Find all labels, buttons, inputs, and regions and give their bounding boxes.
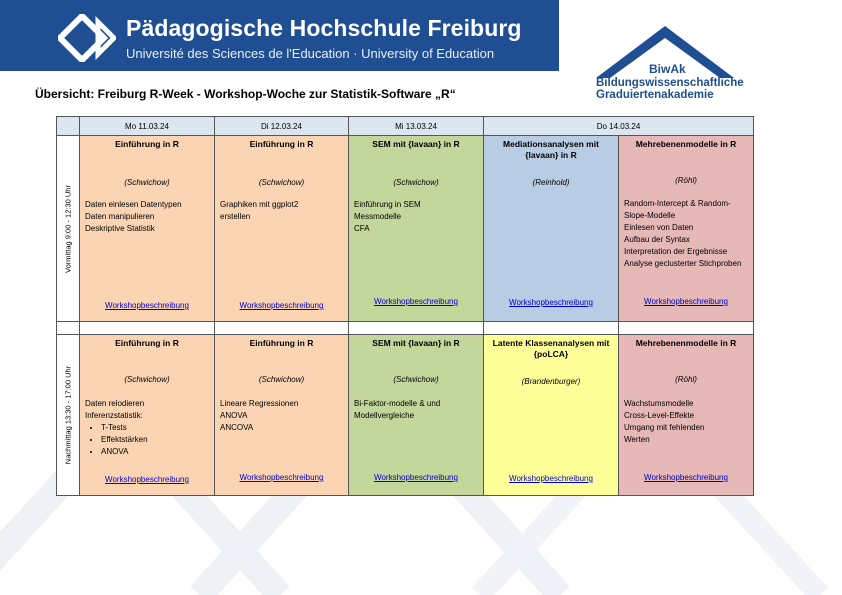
biwak-abbreviation: BiwAk (649, 62, 686, 76)
slot-content (624, 398, 750, 446)
spacer-cell (483, 321, 619, 335)
content-line: Bi-Faktor-modelle & und (354, 399, 441, 408)
slot-do-morning-2 (618, 135, 754, 322)
workshop-description-link[interactable]: Workshopbeschreibung (105, 301, 189, 310)
content-line: Daten einlesen Datentypen (85, 200, 182, 209)
slot-instructor: (Schwichow) (393, 178, 439, 187)
time-label-morning (56, 135, 80, 322)
header-corner-cell (56, 116, 80, 136)
slot-di-morning (214, 135, 349, 322)
workshop-description-link[interactable]: Workshopbeschreibung (644, 297, 728, 306)
bullet-item: • ANOVA (101, 446, 211, 458)
time-label-afternoon-text: Nachmittag 13:30 - 17:00 Uhr (63, 365, 73, 465)
content-line: erstellen (220, 212, 251, 221)
ph-freiburg-diamond-logo-icon (58, 14, 116, 62)
slot-mo-afternoon (79, 334, 215, 496)
workshop-description-link[interactable]: Workshopbeschreibung (374, 297, 458, 306)
slot-title: SEM mit {lavaan} in R (372, 338, 460, 348)
workshop-description-link[interactable]: Workshopbeschreibung (509, 298, 593, 307)
slot-content (354, 398, 480, 422)
slot-content (85, 398, 211, 458)
slot-do-afternoon-2 (618, 334, 754, 496)
content-line: Modellvergleiche (354, 411, 415, 420)
biwak-name-line2: Graduiertenakademie (596, 89, 714, 101)
content-line: Wachstumsmodelle (624, 399, 694, 408)
day-header-di: Di 12.03.24 (214, 116, 349, 136)
biwak-name-line1: Bildungswissenschaftliche (596, 77, 744, 89)
slot-content (85, 199, 211, 235)
time-label-morning-text: Vormittag 9:00 - 12:30 Uhr (63, 184, 73, 273)
content-line: Inferenzstatistik: (85, 411, 143, 420)
slot-instructor: (Schwichow) (124, 375, 170, 384)
spacer-cell (214, 321, 349, 335)
content-line: Aufbau der Syntax (624, 235, 690, 244)
workshop-description-link[interactable]: Workshopbeschreibung (374, 473, 458, 482)
slot-instructor: (Röhl) (675, 375, 697, 384)
content-line: Graphiken mit ggplot2 (220, 200, 299, 209)
slot-title: Einführung in R (115, 139, 179, 149)
day-header-mi: Mi 13.03.24 (348, 116, 484, 136)
content-line: Lineare Regressionen (220, 399, 299, 408)
spacer-cell (618, 321, 754, 335)
slot-title: Mediationsanalysen mit {lavaan} in R (503, 139, 599, 160)
content-line: CFA (354, 224, 370, 233)
slot-instructor: (Schwichow) (124, 178, 170, 187)
workshop-description-link[interactable]: Workshopbeschreibung (239, 473, 324, 482)
slot-do-morning-1 (483, 135, 619, 322)
content-line: Daten relodieren (85, 399, 145, 408)
workshop-description-link[interactable]: Workshopbeschreibung (105, 475, 189, 484)
slot-instructor: (Brandenburger) (521, 377, 581, 386)
slot-title: Mehrebenenmodelle in R (635, 338, 737, 348)
university-subtitle: Université des Sciences de l'Education · University of Education (126, 46, 495, 61)
bullet-item: • T-Tests (101, 422, 211, 434)
slot-instructor: (Reinhold) (532, 178, 570, 187)
bullet-item: • Effektstärken (101, 434, 211, 446)
content-line: ANOVA (220, 411, 248, 420)
slot-content (354, 199, 480, 235)
content-line: Umgang mit fehlenden (624, 423, 705, 432)
slot-title: Latente Klassenanalysen mit {poLCA} (492, 338, 610, 359)
slot-di-afternoon (214, 334, 349, 496)
slot-mi-afternoon (348, 334, 484, 496)
content-line: Deskriptive Statistik (85, 224, 155, 233)
slot-mo-morning (79, 135, 215, 322)
spacer-cell (348, 321, 484, 335)
content-line: Random-Intercept & Random-Slope-Modelle (624, 199, 731, 220)
content-line: Cross-Level-Effekte (624, 411, 695, 420)
content-line: ANCOVA (220, 423, 254, 432)
slot-title: Einführung in R (115, 338, 179, 348)
content-line: Interpretation der Ergebnisse (624, 247, 728, 256)
spacer-cell (79, 321, 215, 335)
workshop-description-link[interactable]: Workshopbeschreibung (509, 474, 593, 483)
slot-title: SEM mit {lavaan} in R (372, 139, 460, 149)
bullet-list (85, 422, 211, 458)
spacer-cell (56, 321, 80, 335)
workshop-description-link[interactable]: Workshopbeschreibung (644, 473, 728, 482)
content-line: Einführung in SEM (354, 200, 421, 209)
slot-title: Einführung in R (249, 338, 314, 348)
slot-instructor: (Schwichow) (393, 375, 439, 384)
content-line: Messmodelle (354, 212, 402, 221)
content-line: Analyse geclusterter Stichproben (624, 259, 742, 268)
time-label-afternoon (56, 334, 80, 496)
slot-content (220, 199, 345, 223)
slot-instructor: (Röhl) (675, 176, 697, 185)
slot-content (220, 398, 345, 434)
slot-instructor: (Schwichow) (258, 178, 305, 187)
university-name: Pädagogische Hochschule Freiburg (126, 15, 522, 41)
content-line: Daten manipulieren (85, 212, 155, 221)
workshop-description-link[interactable]: Workshopbeschreibung (239, 301, 324, 310)
content-line: Werten (624, 435, 650, 444)
day-header-mo: Mo 11.03.24 (79, 116, 215, 136)
slot-content (624, 198, 750, 270)
slot-do-afternoon-1 (483, 334, 619, 496)
slot-title: Mehrebenenmodelle in R (635, 139, 737, 149)
content-line: Einlesen von Daten (624, 223, 694, 232)
slot-title: Einführung in R (249, 139, 314, 149)
overview-title: Übersicht: Freiburg R-Week - Workshop-Woche zur Statistik-Software „R“ (35, 87, 456, 101)
slot-instructor: (Schwichow) (258, 375, 305, 384)
slot-mi-morning (348, 135, 484, 322)
day-header-do: Do 14.03.24 (483, 116, 754, 136)
